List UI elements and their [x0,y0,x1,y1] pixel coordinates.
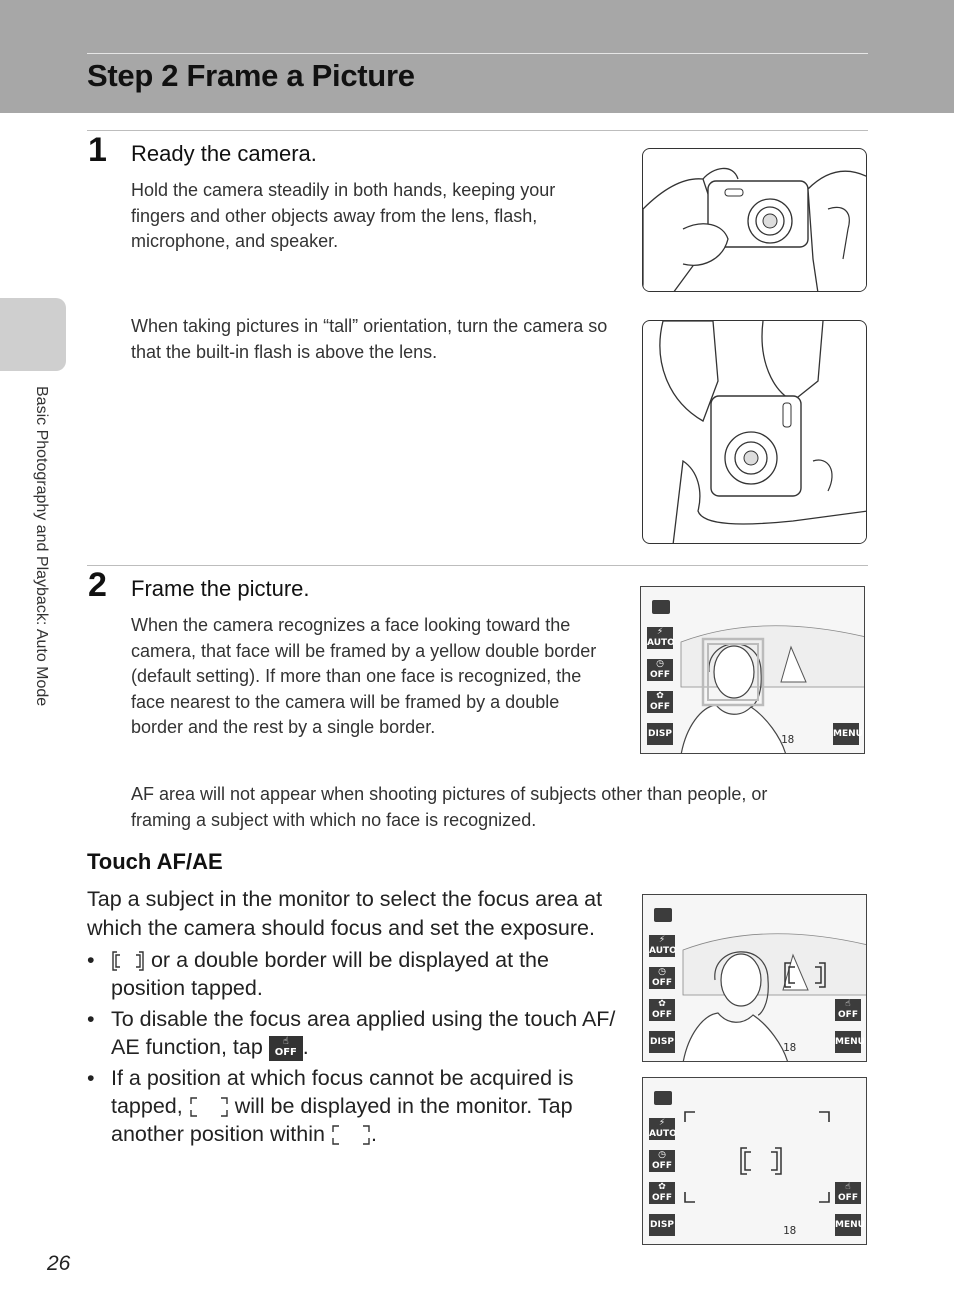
disp-button[interactable]: DISP [649,1031,675,1053]
flash-mode-button[interactable]: ⚡ AUTO [647,627,675,648]
self-timer-button[interactable]: ◷ OFF [649,967,675,989]
page-title: Step 2 Frame a Picture [87,58,415,93]
side-tab-label: Basic Photography and Playback: Auto Mode [33,386,50,707]
touch-af-off-button[interactable]: ☝ OFF [835,1182,861,1204]
bullet-2-line-1: To disable the focus area applied using the touch AF/ [111,1007,616,1031]
menu-button[interactable]: MENU [835,1031,861,1053]
bullet-2-line-2: AE function, tap [111,1035,263,1059]
touch-af-lead: Tap a subject in the monitor to select the focus area at which the camera should focus and set the exposure. [87,887,603,940]
macro-mode-button[interactable]: ✿ OFF [649,1182,675,1204]
exposures-remaining: 18 [783,1041,797,1054]
step1-number: 1 [88,131,107,169]
side-tab [0,298,66,371]
camera-mode-icon [654,1091,672,1105]
step1-heading: Ready the camera. [131,141,317,166]
bullet-dot: • [87,1066,95,1090]
self-timer-button[interactable]: ◷ OFF [647,659,673,681]
corner-bracket-icon [189,1096,229,1118]
macro-mode-button[interactable]: ✿ OFF [647,691,673,713]
corner-bracket-icon [331,1124,371,1146]
step2-heading: Frame the picture. [131,576,310,601]
macro-mode-button[interactable]: ✿ OFF [649,999,675,1021]
monitor-focus-area [642,1077,867,1245]
step2-paragraph-2: AF area will not appear when shooting pictures of subjects other than people, or framing a subject with which no face is recognized. [131,784,768,830]
touch-af-heading: Touch AF/AE [87,849,223,874]
flash-mode-button[interactable]: ⚡ AUTO [649,1118,677,1139]
touch-af-off-button[interactable]: ☝ OFF [835,999,861,1021]
disp-button[interactable]: DISP [649,1214,675,1236]
exposures-remaining: 18 [783,1224,797,1237]
flash-mode-button[interactable]: ⚡ AUTO [649,935,677,956]
monitor-face-detection [640,586,865,754]
page-number: 26 [47,1252,71,1275]
header-rule [87,53,868,54]
step1-paragraph-2: When taking pictures in “tall” orientation, turn the camera so that the built-in flash is above the lens. [131,316,608,362]
tall-orientation-illustration [642,320,867,544]
header-band [0,0,954,113]
step1-paragraph-1: Hold the camera steadily in both hands, keeping your fingers and other objects away from the lens, flash, microphone, and speaker. [131,180,556,251]
disp-button[interactable]: DISP [647,723,673,745]
self-timer-button[interactable]: ◷ OFF [649,1150,675,1172]
double-bracket-icon [111,950,145,972]
hands-holding-camera-illustration [642,148,867,292]
step2-paragraph-1: When the camera recognizes a face looking toward the camera, that face will be framed by a yellow double border (default setting). If more than one face is recognized, the face nearest to the camera will be framed by a double border and the rest by a single border. [131,615,597,737]
step2-rule [87,565,868,566]
camera-mode-icon [652,600,670,614]
bullet-3-line-1: If a position at which focus cannot be acquired is [111,1066,574,1090]
step1-rule [87,130,868,131]
exposures-remaining: 18 [781,733,795,746]
bullet-1-line-1: or a double border will be displayed at the [145,948,549,972]
menu-button[interactable]: MENU [835,1214,861,1236]
step2-number: 2 [88,566,107,604]
touch-af-off-icon: ☝ OFF [269,1036,303,1061]
bullet-1-line-2: position tapped. [111,976,263,1000]
bullet-dot: • [87,948,95,972]
menu-button[interactable]: MENU [833,723,859,745]
monitor-touch-af [642,894,867,1062]
bullet-dot: • [87,1007,95,1031]
camera-mode-icon [654,908,672,922]
